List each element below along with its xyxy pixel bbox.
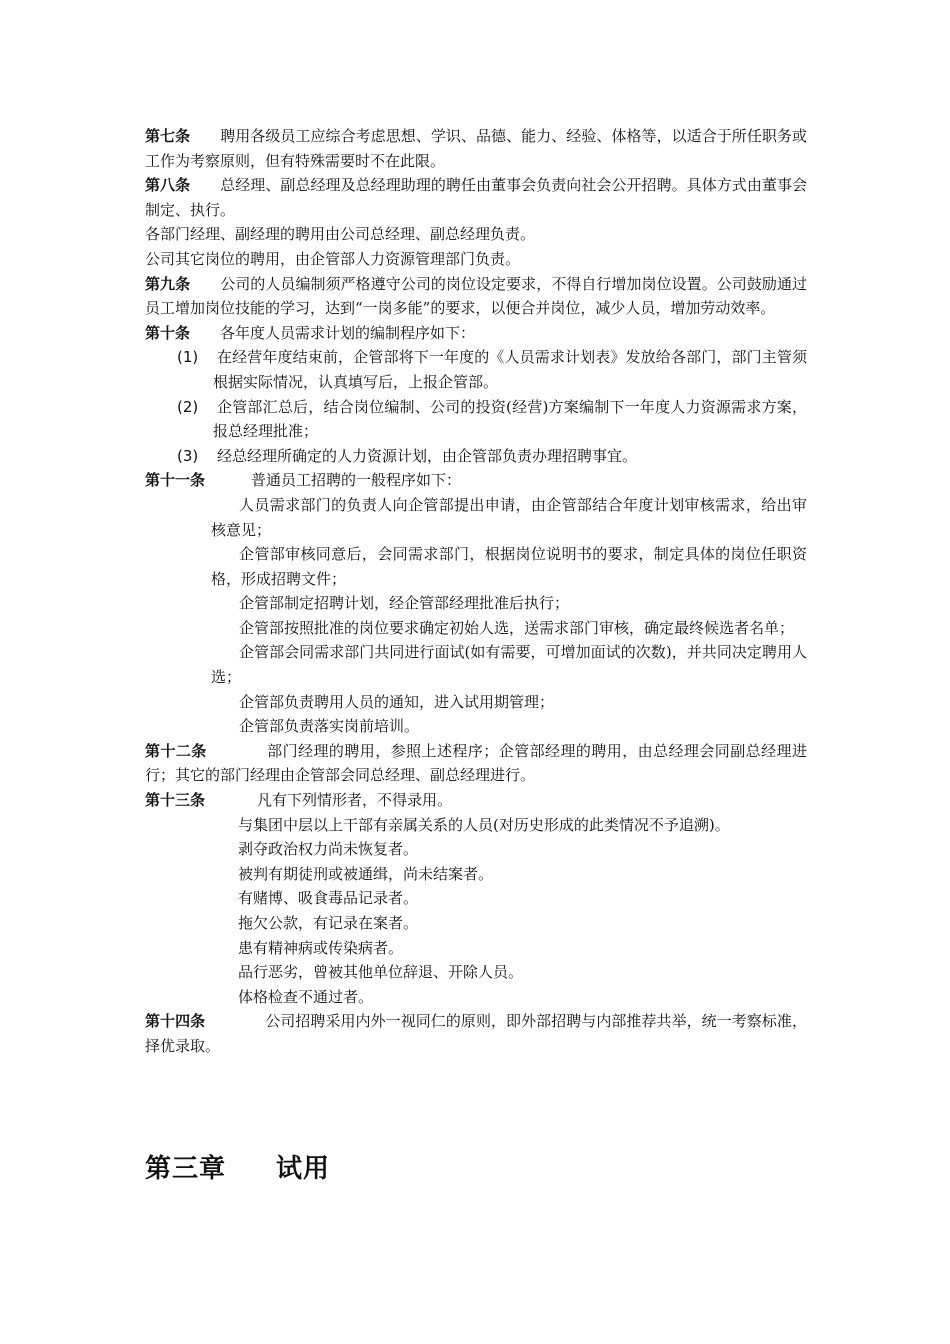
article-label: 第十二条 [145,741,207,760]
exclusion-condition: 剥夺政治权力尚未恢复者。 [238,840,419,859]
procedure-step: 企管部按照批准的岗位要求确定初始人选，送需求部门审核，确定最终候选者名单； [239,618,795,637]
article-8 [145,173,807,222]
exclusion-condition: 被判有期徒刑或被通缉，尚未结案者。 [238,864,494,883]
procedure-step: 企管部制定招聘计划，经企管部经理批准后执行； [239,594,570,613]
article-text: 总经理、副总经理及总经理助理的聘任由董事会负责向社会公开招聘。具体方式由董事会制定、执行。 [145,176,807,219]
article-label: 第十一条 [145,471,206,490]
exclusion-condition: 品行恶劣，曾被其他单位辞退、开除人员。 [238,963,524,982]
article-12 [145,739,807,788]
procedure-step: 企管部会同需求部门共同进行面试(如有需要，可增加面试的次数)，并共同决定聘用人选； [211,643,807,687]
chapter-title: 试用 [276,1154,331,1184]
article-13 [145,788,807,813]
article-text: 凡有下列情形者，不得录用。 [257,791,453,810]
exclusion-condition: 有赌博、吸食毒品记录者。 [238,889,419,908]
article-text: 聘用各级员工应综合考虑思想、学识、品德、能力、经验、体格等，以适合于所任职务或工作为考察原则，但有特殊需要时不在此限。 [145,127,807,170]
article-text: 各年度人员需求计划的编制程序如下： [220,323,476,342]
procedure-step: 人员需求部门的负责人向企管部提出申请，由企管部结合年度计划审核需求，给出审核意见； [211,495,807,539]
numbered-item [145,395,807,444]
chapter-number: 第三章 [145,1154,227,1184]
exclusion-condition: 患有精神病或传染病者。 [238,938,404,957]
item-text: 企管部汇总后，结合岗位编制、公司的投资(经营)方案编制下一年度人力资源需求方案，报总经理批准； [213,397,807,441]
paragraph: 各部门经理、副经理的聘用由公司总经理、副总经理负责。 [145,225,536,244]
procedure-step: 企管部负责落实岗前培训。 [239,717,420,736]
item-number: (1) [177,348,199,367]
article-10 [145,321,807,346]
article-label: 第十三条 [145,791,206,810]
numbered-item [145,444,807,469]
procedure-step: 企管部负责聘用人员的通知，进入试用期管理； [239,692,555,711]
article-text: 部门经理的聘用，参照上述程序；企管部经理的聘用，由总经理会同副总经理进行；其它的部门经理由企管部会同总经理、副总经理进行。 [145,741,807,785]
procedure-step: 企管部审核同意后，会同需求部门，根据岗位说明书的要求，制定具体的岗位任职资格，形成招聘文件； [211,545,807,588]
article-label: 第十四条 [145,1012,206,1031]
article-14 [145,1009,807,1058]
article-text: 公司的人员编制须严格遵守公司的岗位设定要求，不得自行增加岗位设置。公司鼓励通过员工增加岗位技能的学习，达到“一岗多能”的要求，以便合并岗位，减少人员，增加劳动效率。 [145,274,807,318]
article-label: 第十条 [145,323,191,342]
exclusion-condition: 体格检查不通过者。 [238,987,374,1006]
paragraph: 公司其它岗位的聘用，由企管部人力资源管理部门负责。 [145,249,521,268]
article-label: 第八条 [145,176,191,195]
article-7 [145,124,807,173]
exclusion-condition: 与集团中层以上干部有亲属关系的人员(对历史形成的此类情况不予追溯)。 [238,815,730,834]
exclusion-condition: 拖欠公款，有记录在案者。 [238,914,419,932]
article-9 [145,272,807,321]
numbered-item [145,345,807,394]
item-number: (3) [177,446,199,465]
article-text: 普通员工招聘的一般程序如下： [251,471,462,490]
document-body [145,124,807,1059]
item-text: 经总经理所确定的人力资源计划，由企管部负责办理招聘事宜。 [217,446,638,465]
article-11 [145,468,807,493]
item-number: (2) [177,397,199,416]
item-text: 在经营年度结束前，企管部将下一年度的《人员需求计划表》发放给各部门，部门主管须根据实际情况，认真填写后，上报企管部。 [213,348,807,391]
article-label: 第七条 [145,127,191,145]
chapter-heading [145,1148,330,1185]
article-label: 第九条 [145,274,191,293]
article-text: 公司招聘采用内外一视同仁的原则，即外部招聘与内部推荐共举，统一考察标准，择优录取。 [145,1012,807,1055]
